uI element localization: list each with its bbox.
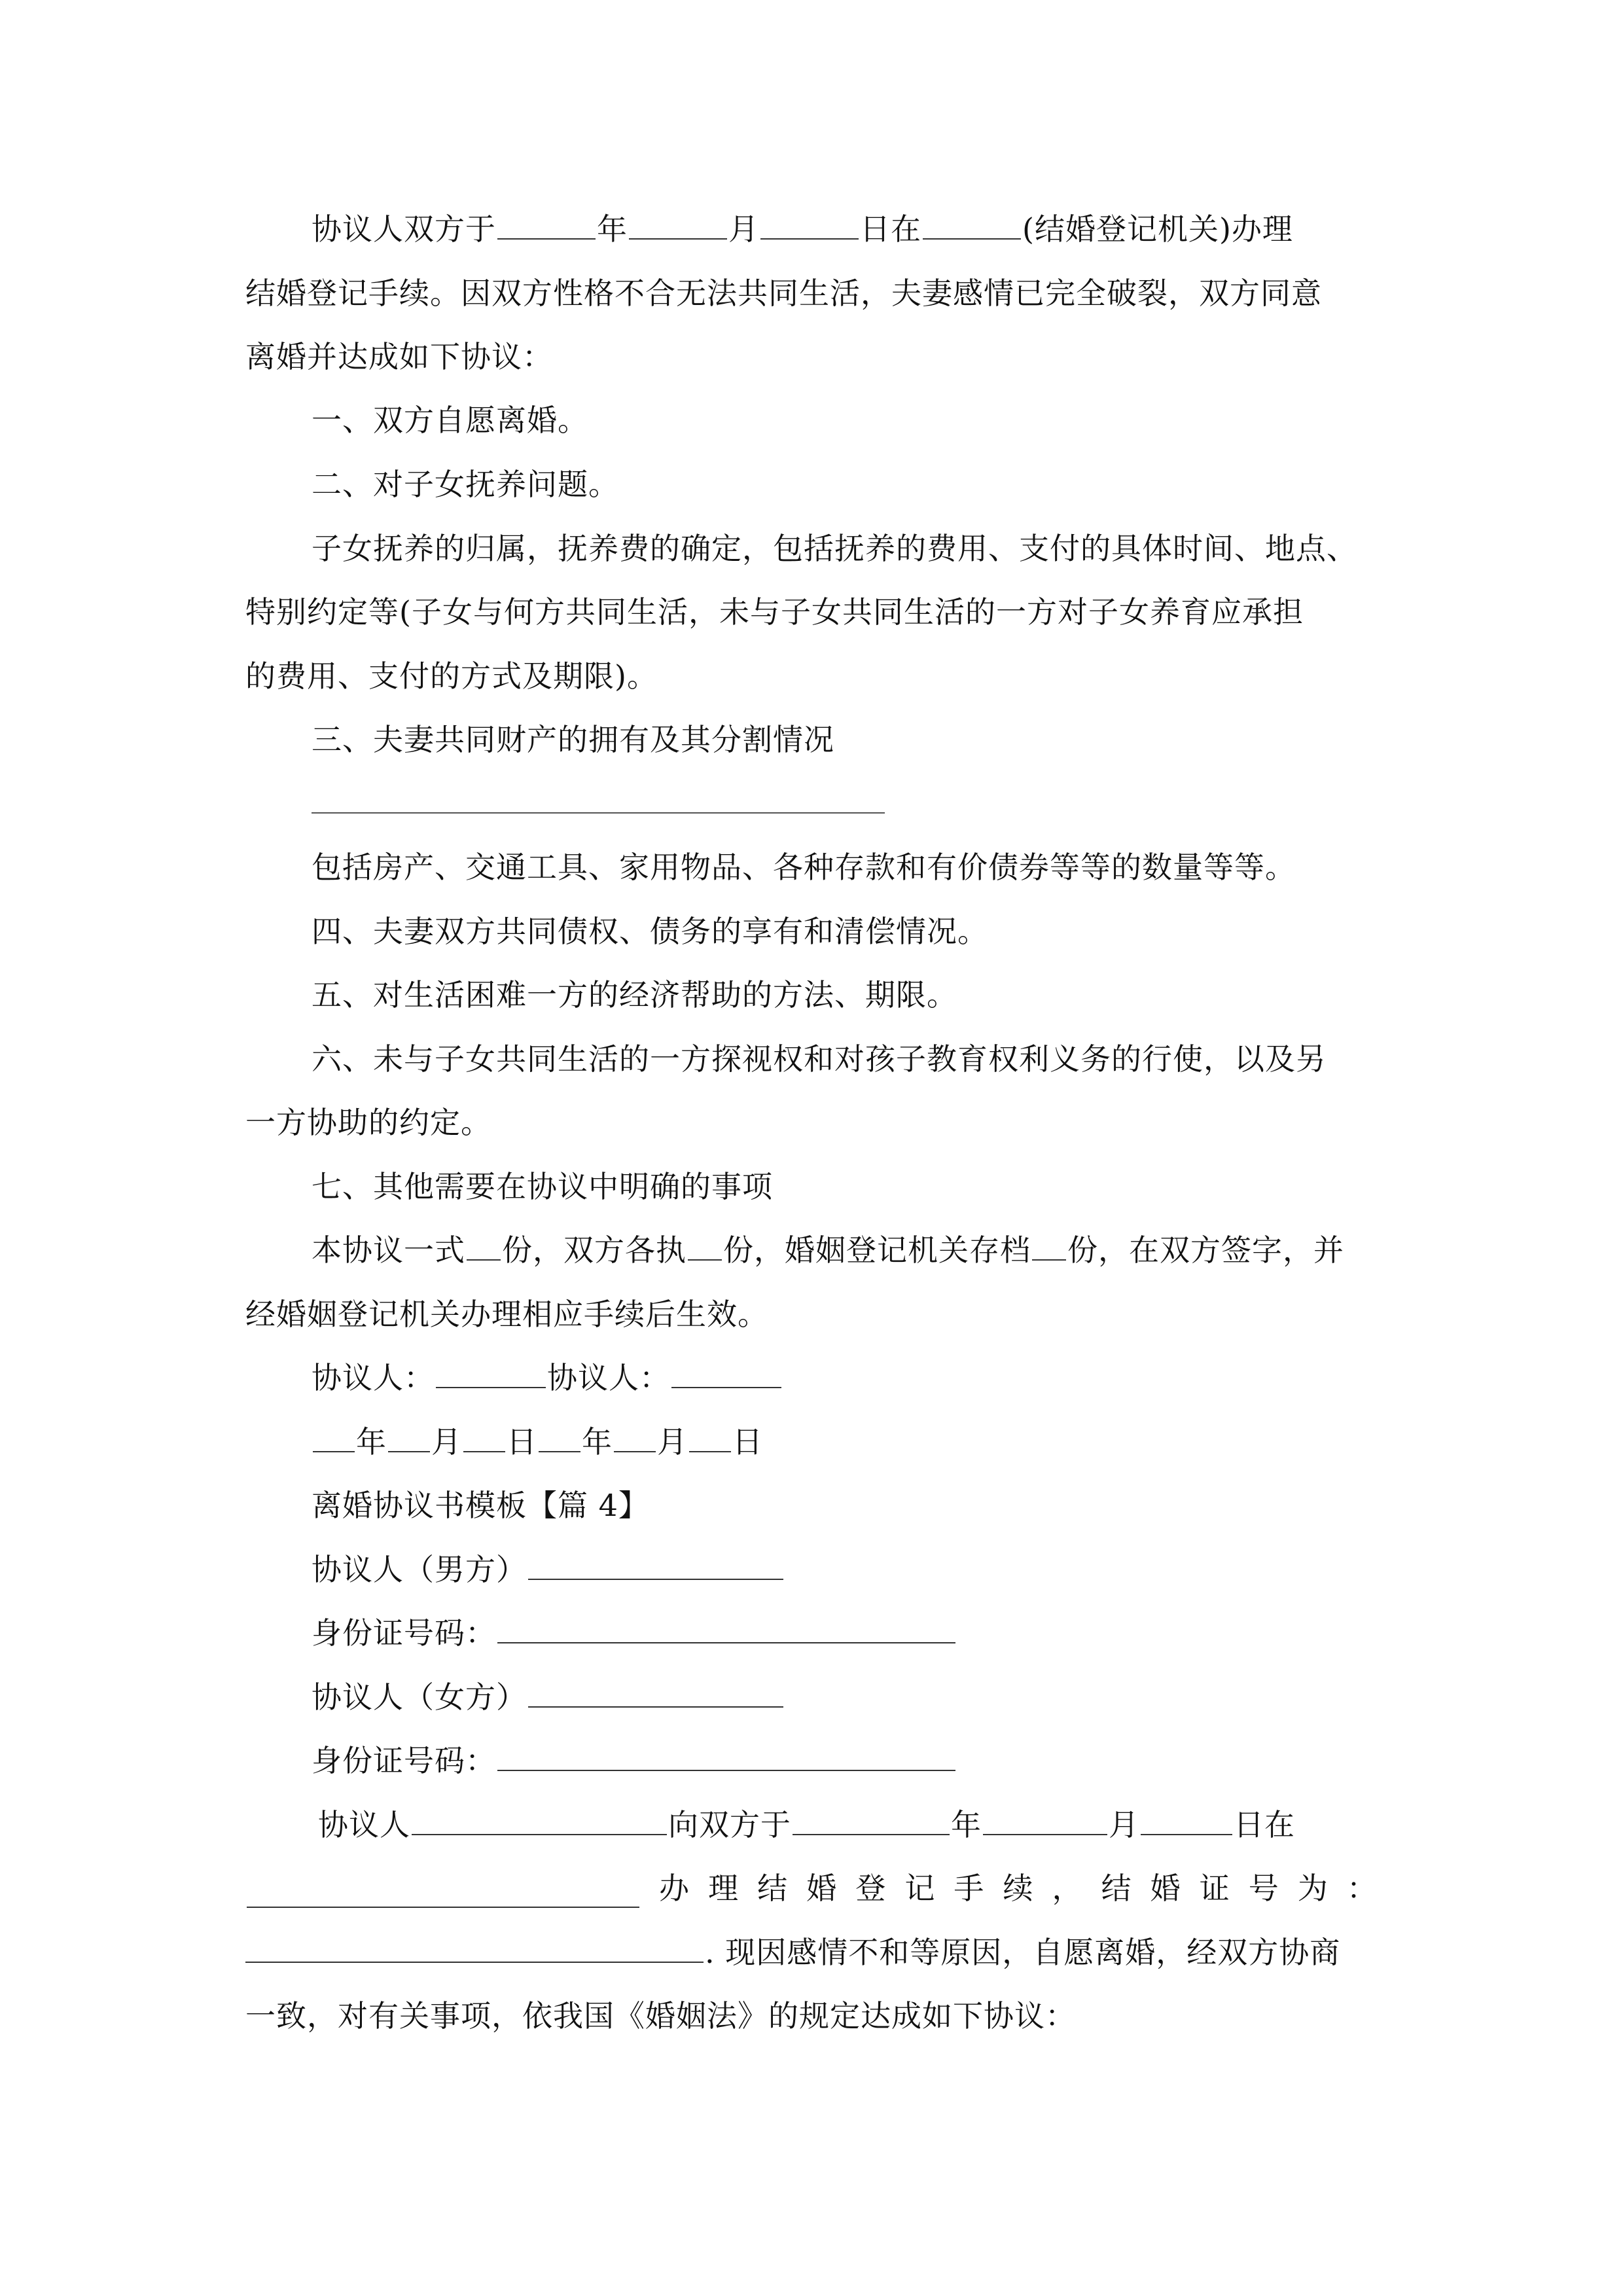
month-blank[interactable] bbox=[629, 212, 727, 240]
signature-date-line bbox=[312, 1422, 1444, 1462]
day-label: 日 bbox=[732, 1424, 763, 1460]
copies-text-d: 份，在双方签字，并 bbox=[1067, 1232, 1344, 1268]
male-id-line bbox=[312, 1613, 1444, 1653]
final-text-b: 向双方于 bbox=[668, 1807, 791, 1842]
item-6-line-2: 一方协助的约定。 bbox=[245, 1105, 491, 1140]
final-text-e: 日在 bbox=[1234, 1807, 1295, 1842]
male-party-label: 协议人（男方） bbox=[312, 1552, 527, 1587]
date-b-day-blank[interactable] bbox=[689, 1425, 731, 1452]
final-line-2-text bbox=[659, 1869, 1378, 1908]
final-text-c: 年 bbox=[951, 1807, 982, 1842]
final-day-blank[interactable] bbox=[1141, 1808, 1232, 1835]
item-3-detail: 包括房产、交通工具、家用物品、各种存款和有价债券等等的数量等等。 bbox=[312, 850, 1296, 885]
final-line-1 bbox=[318, 1805, 1450, 1844]
year-label: 年 bbox=[356, 1424, 387, 1460]
male-id-label: 身份证号码： bbox=[312, 1615, 496, 1651]
intro-line-3: 离婚并达成如下协议： bbox=[245, 339, 553, 374]
registry-place-blank[interactable] bbox=[247, 1880, 639, 1908]
date-a-year-blank[interactable] bbox=[313, 1425, 355, 1452]
char: ， bbox=[1052, 1871, 1083, 1906]
male-party-line bbox=[312, 1550, 1444, 1589]
char: 婚 bbox=[1150, 1871, 1181, 1906]
item-2-detail-line-2: 特别约定等(子女与何方共同生活，未与子女共同生活的一方对子女养育应承担 bbox=[245, 594, 1304, 630]
female-party-label: 协议人（女方） bbox=[312, 1679, 527, 1715]
intro-line-1 bbox=[312, 209, 1444, 249]
char: 结 bbox=[757, 1871, 789, 1906]
date-b-year-blank[interactable] bbox=[539, 1425, 580, 1452]
certificate-number-blank[interactable] bbox=[245, 1935, 704, 1963]
item-1: 一、双方自愿离婚。 bbox=[312, 403, 588, 438]
char: 号 bbox=[1248, 1871, 1279, 1906]
char: 结 bbox=[1101, 1871, 1132, 1906]
copies-text-b: 份，双方各执 bbox=[502, 1232, 687, 1268]
char: 婚 bbox=[806, 1871, 838, 1906]
final-line-3 bbox=[245, 1933, 1378, 1972]
month-label: 月 bbox=[657, 1424, 688, 1460]
char: 登 bbox=[855, 1871, 887, 1906]
male-party-blank[interactable] bbox=[528, 1552, 783, 1580]
female-id-line bbox=[312, 1741, 1444, 1780]
party-a-signature-blank[interactable] bbox=[436, 1361, 546, 1388]
final-month-blank[interactable] bbox=[983, 1808, 1107, 1835]
item-2-detail-line-1: 子女抚养的归属，抚养费的确定，包括抚养的费用、支付的具体时间、地点、 bbox=[312, 531, 1357, 566]
char: 记 bbox=[904, 1871, 936, 1906]
item-7: 七、其他需要在协议中明确的事项 bbox=[312, 1169, 773, 1204]
char: 为 bbox=[1297, 1871, 1329, 1906]
female-id-blank[interactable] bbox=[497, 1744, 955, 1771]
item-3: 三、夫妻共同财产的拥有及其分割情况 bbox=[312, 722, 834, 757]
final-party-blank[interactable] bbox=[412, 1808, 667, 1835]
final-text-d: 月 bbox=[1109, 1807, 1139, 1842]
char: 办 bbox=[659, 1871, 690, 1906]
month-label: 月 bbox=[431, 1424, 462, 1460]
property-blank-rule[interactable] bbox=[312, 812, 885, 814]
total-copies-blank[interactable] bbox=[467, 1233, 501, 1261]
female-id-label: 身份证号码： bbox=[312, 1743, 496, 1778]
archive-copies-blank[interactable] bbox=[1032, 1233, 1066, 1261]
intro-text-d: 日在 bbox=[860, 211, 921, 247]
template-title: 离婚协议书模板【篇 4】 bbox=[312, 1488, 649, 1523]
copies-line-2: 经婚姻登记机关办理相应手续后生效。 bbox=[245, 1297, 768, 1332]
final-line-2 bbox=[245, 1869, 1378, 1908]
intro-line-2: 结婚登记手续。因双方性格不合无法共同生活，夫妻感情已完全破裂，双方同意 bbox=[245, 276, 1322, 311]
year-blank[interactable] bbox=[497, 212, 596, 240]
final-text-a: 协议人 bbox=[318, 1807, 410, 1842]
party-a-label: 协议人： bbox=[312, 1360, 435, 1395]
char: ： bbox=[1346, 1871, 1378, 1906]
item-6-line-1: 六、未与子女共同生活的一方探视权和对孩子教育权利义务的行使，以及另 bbox=[312, 1041, 1327, 1077]
item-4: 四、夫妻双方共同债权、债务的享有和清偿情况。 bbox=[312, 914, 988, 949]
date-b-month-blank[interactable] bbox=[614, 1425, 656, 1452]
year-label: 年 bbox=[582, 1424, 613, 1460]
item-2: 二、对子女抚养问题。 bbox=[312, 467, 619, 502]
male-id-blank[interactable] bbox=[497, 1616, 955, 1643]
char: 理 bbox=[708, 1871, 740, 1906]
each-copies-blank[interactable] bbox=[688, 1233, 722, 1261]
copies-text-c: 份，婚姻登记机关存档 bbox=[723, 1232, 1031, 1268]
intro-text-e: (结婚登记机关)办理 bbox=[1022, 211, 1293, 247]
final-line-4: 一致，对有关事项，依我国《婚姻法》的规定达成如下协议： bbox=[245, 1998, 1076, 2034]
date-a-day-blank[interactable] bbox=[463, 1425, 505, 1452]
intro-text-a: 协议人双方于 bbox=[312, 211, 496, 247]
day-blank[interactable] bbox=[760, 212, 859, 240]
item-5: 五、对生活困难一方的经济帮助的方法、期限。 bbox=[312, 977, 957, 1013]
intro-text-b: 年 bbox=[597, 211, 628, 247]
final-year-blank[interactable] bbox=[793, 1808, 950, 1835]
party-b-label: 协议人： bbox=[547, 1360, 670, 1395]
female-party-blank[interactable] bbox=[528, 1680, 783, 1708]
intro-text-c: 月 bbox=[728, 211, 759, 247]
signature-line bbox=[312, 1358, 1444, 1397]
female-party-line bbox=[312, 1677, 1444, 1717]
char: 证 bbox=[1199, 1871, 1230, 1906]
char: 手 bbox=[954, 1871, 985, 1906]
char: 续 bbox=[1003, 1871, 1034, 1906]
item-2-detail-line-3: 的费用、支付的方式及期限)。 bbox=[245, 658, 658, 694]
copies-text-a: 本协议一式 bbox=[312, 1232, 465, 1268]
party-b-signature-blank[interactable] bbox=[671, 1361, 781, 1388]
day-label: 日 bbox=[507, 1424, 537, 1460]
date-a-month-blank[interactable] bbox=[388, 1425, 430, 1452]
final-line-3-text: . 现因感情不和等原因，自愿离婚，经双方协商 bbox=[705, 1935, 1341, 1970]
copies-line-1 bbox=[312, 1230, 1444, 1270]
registry-blank[interactable] bbox=[923, 212, 1021, 240]
